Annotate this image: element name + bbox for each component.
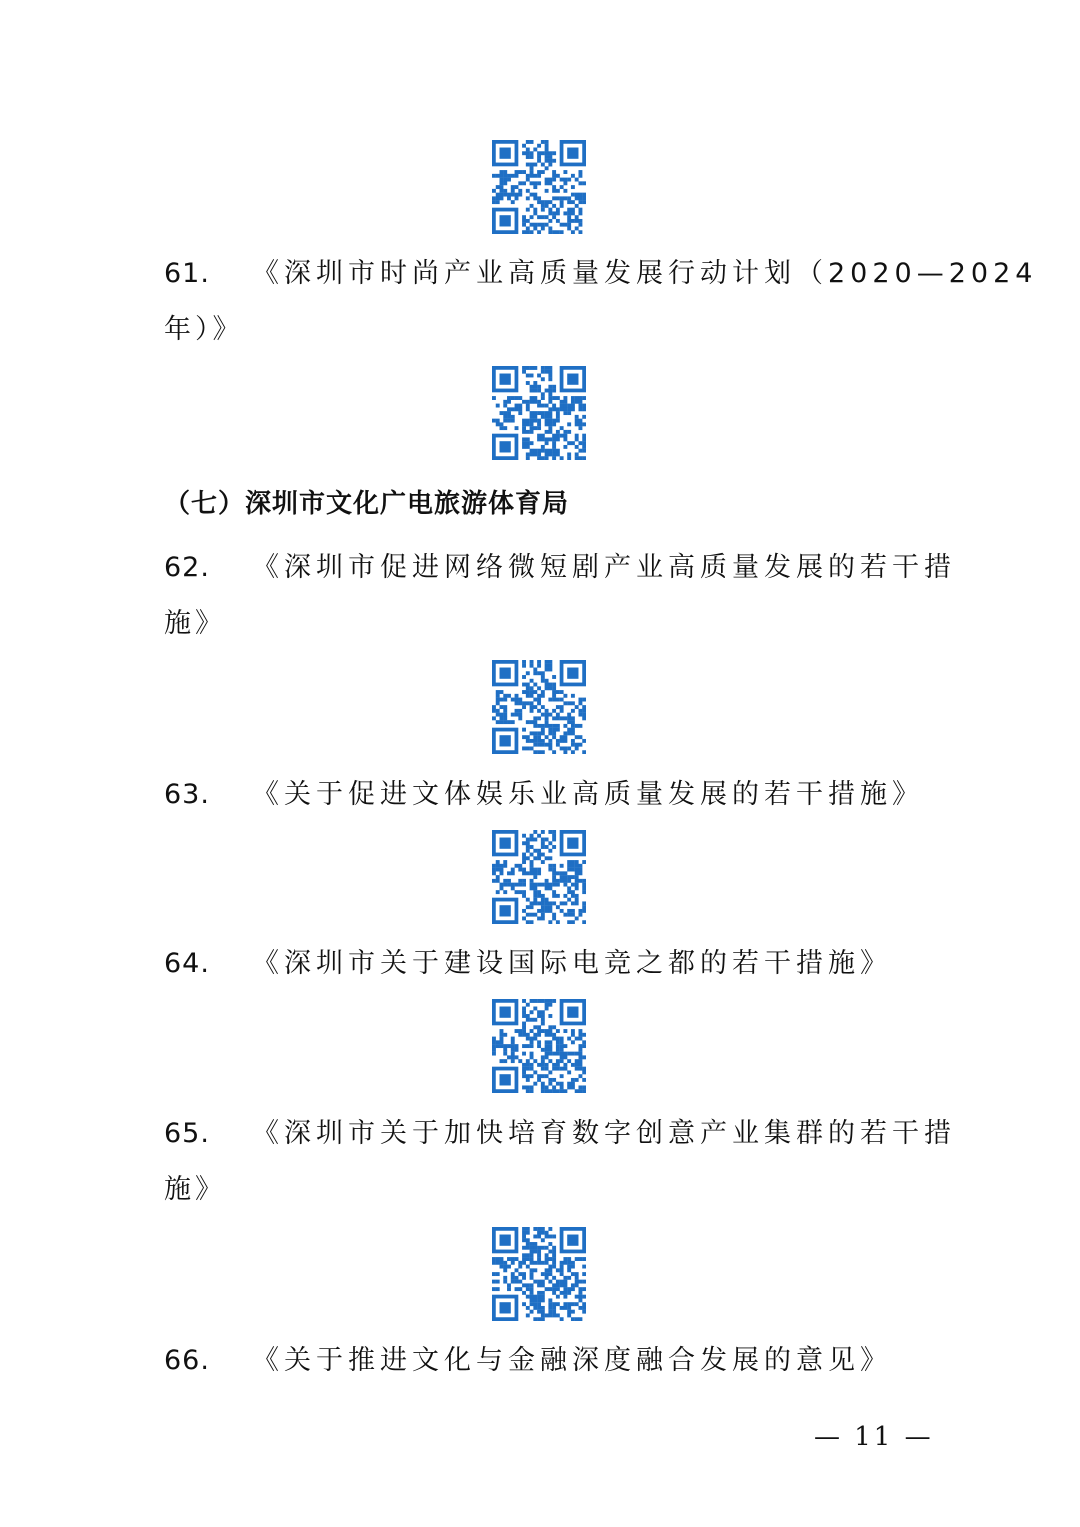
item-number: 61.: [164, 258, 210, 289]
item-number: 62.: [164, 552, 210, 583]
qr-code-icon: [492, 999, 586, 1093]
item-number: 64.: [164, 948, 210, 979]
page-number: — 11 —: [814, 1422, 934, 1452]
section-heading: （七）深圳市文化广电旅游体育局: [164, 489, 570, 519]
item-title: 《关于促进文体娱乐业高质量发展的若干措施》: [252, 779, 924, 810]
list-item-continuation: [164, 606, 924, 642]
item-title: 《深圳市关于建设国际电竞之都的若干措施》: [252, 948, 892, 979]
list-item: [164, 256, 1038, 292]
qr-code-icon: [492, 140, 586, 234]
item-title-continuation: 施》: [164, 608, 226, 639]
item-number: 63.: [164, 779, 210, 810]
list-item: [164, 1343, 924, 1379]
list-item-continuation: [164, 312, 924, 348]
item-number: 66.: [164, 1345, 210, 1376]
list-item: [164, 550, 956, 586]
list-item: [164, 946, 924, 982]
item-title: 《关于推进文化与金融深度融合发展的意见》: [252, 1345, 892, 1376]
qr-code-icon: [492, 660, 586, 754]
item-title-continuation: 施》: [164, 1174, 226, 1205]
list-item-continuation: [164, 1172, 924, 1208]
qr-code-icon: [492, 366, 586, 460]
item-title: 《深圳市时尚产业高质量发展行动计划（2020—2024: [252, 258, 1038, 289]
item-title: 《深圳市促进网络微短剧产业高质量发展的若干措: [252, 552, 956, 583]
qr-code-icon: [492, 1227, 586, 1321]
item-title-continuation: 年）》: [164, 314, 244, 345]
list-item: [164, 1116, 956, 1152]
list-item: [164, 777, 924, 813]
item-number: 65.: [164, 1118, 210, 1149]
item-title: 《深圳市关于加快培育数字创意产业集群的若干措: [252, 1118, 956, 1149]
qr-code-icon: [492, 830, 586, 924]
